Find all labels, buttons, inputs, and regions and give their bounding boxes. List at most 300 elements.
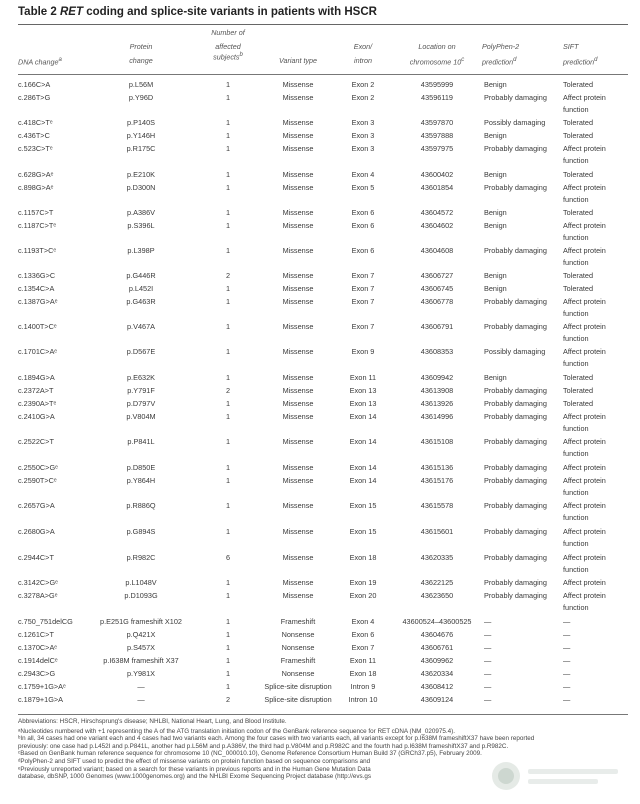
- cell-affected-subjects: 1: [225, 476, 231, 485]
- cell-sift-continued: function: [563, 449, 589, 458]
- cell-protein-change: —: [137, 695, 145, 704]
- table-row: [18, 208, 628, 221]
- cell-affected-subjects: 1: [225, 501, 231, 510]
- cell-dna-change: c.418C>Tᵉ: [18, 118, 53, 127]
- footnote-e-continued: database, dbSNP, 1000 Genomes (www.1000genomes.org) and the NHLBI Exome Sequencing Project database (http://evs.gs: [18, 773, 372, 781]
- cell-variant-type: Missense: [282, 93, 314, 102]
- cell-protein-change: p.L452I: [128, 284, 154, 293]
- cell-exon-intron: Exon 9: [351, 347, 375, 356]
- header-variant-type: Variant type: [278, 56, 318, 65]
- cell-affected-subjects: 1: [225, 170, 231, 179]
- table-gene: RET: [59, 6, 83, 18]
- cell-protein-change: p.Y864H: [126, 476, 156, 485]
- cell-sift: —: [563, 682, 571, 691]
- cell-dna-change: c.1354C>A: [18, 284, 55, 293]
- cell-location: 43601854: [420, 183, 454, 192]
- cell-location: 43606761: [420, 643, 454, 652]
- cell-dna-change: c.3142C>Gᵉ: [18, 578, 58, 587]
- cell-polyphen: Benign: [484, 170, 507, 179]
- cell-location: 43613908: [420, 386, 454, 395]
- footnote-e: ᵉPreviously unreported variant; based on a search for these variants in previous reports and in the Human Gene Mutation Data: [18, 765, 371, 773]
- cell-affected-subjects: 1: [225, 591, 231, 600]
- table-row: [18, 246, 628, 267]
- cell-location: 43609124: [420, 695, 454, 704]
- cell-location: 43597870: [420, 118, 454, 127]
- cell-protein-change: p.D797V: [126, 399, 156, 408]
- cell-protein-change: p.Y146H: [126, 131, 156, 140]
- cell-dna-change: c.750_751delCG: [18, 617, 73, 626]
- cell-sift: —: [563, 656, 571, 665]
- table-row: [18, 284, 628, 297]
- cell-sift: Tolerated: [563, 386, 594, 395]
- footnote-b: ᵇIn all, 34 cases had one variant each and 4 cases had two variants each. Among the four cases with two variants each, all variants except for p.I638M frameshiftX37 have been reported: [18, 735, 535, 743]
- cell-variant-type: Missense: [282, 373, 314, 382]
- cell-protein-change: p.A386V: [127, 208, 155, 217]
- cell-protein-change: p.P841L: [127, 437, 155, 446]
- cell-sift: Affect protein: [563, 553, 606, 562]
- cell-sift: Tolerated: [563, 271, 594, 280]
- cell-sift-continued: function: [563, 565, 589, 574]
- cell-sift: Affect protein: [563, 412, 606, 421]
- cell-sift: Affect protein: [563, 144, 606, 153]
- cell-polyphen: —: [484, 682, 492, 691]
- cell-affected-subjects: 1: [225, 630, 231, 639]
- cell-affected-subjects: 1: [225, 463, 231, 472]
- cell-exon-intron: Exon 3: [351, 144, 375, 153]
- cell-variant-type: Nonsense: [281, 643, 315, 652]
- cell-exon-intron: Exon 14: [349, 463, 377, 472]
- cell-exon-intron: Exon 14: [349, 412, 377, 421]
- cell-protein-change: p.R175C: [126, 144, 156, 153]
- table-row: [18, 297, 628, 318]
- cell-sift-continued: function: [563, 258, 589, 267]
- table-row: [18, 527, 628, 548]
- cell-sift-continued: function: [563, 539, 589, 548]
- table-row: [18, 476, 628, 497]
- cell-polyphen: —: [484, 617, 492, 626]
- cell-location: 43615578: [420, 501, 454, 510]
- cell-location: 43609942: [420, 373, 454, 382]
- cell-affected-subjects: 2: [225, 271, 231, 280]
- cell-protein-change: p.L398P: [127, 246, 155, 255]
- table-row: [18, 643, 628, 656]
- cell-protein-change: p.P140S: [127, 118, 155, 127]
- cell-polyphen: Probably damaging: [484, 246, 547, 255]
- cell-polyphen: —: [484, 695, 492, 704]
- cell-variant-type: Missense: [282, 208, 314, 217]
- table-row: [18, 553, 628, 574]
- cell-variant-type: Missense: [282, 412, 314, 421]
- cell-polyphen: Benign: [484, 373, 507, 382]
- cell-protein-change: p.G894S: [126, 527, 156, 536]
- header-exon-intron: Exon/ intron: [353, 42, 373, 65]
- cell-variant-type: Missense: [282, 297, 314, 306]
- cell-location: 43615176: [420, 476, 454, 485]
- cell-location: 43615108: [420, 437, 454, 446]
- table-row: [18, 617, 628, 630]
- cell-exon-intron: Exon 11: [349, 656, 377, 665]
- cell-protein-change: p.G463R: [126, 297, 156, 306]
- cell-dna-change: c.2550C>Gᵉ: [18, 463, 58, 472]
- cell-sift-continued: function: [563, 156, 589, 165]
- cell-protein-change: p.D1093G: [124, 591, 158, 600]
- cell-dna-change: c.2522C>T: [18, 437, 54, 446]
- cell-affected-subjects: 1: [225, 437, 231, 446]
- cell-polyphen: Probably damaging: [484, 437, 547, 446]
- cell-sift: Affect protein: [563, 246, 606, 255]
- cell-affected-subjects: 1: [225, 656, 231, 665]
- cell-exon-intron: Exon 4: [351, 170, 375, 179]
- cell-sift: Affect protein: [563, 476, 606, 485]
- cell-exon-intron: Exon 2: [351, 80, 375, 89]
- cell-location: 43604676: [420, 630, 454, 639]
- cell-location: 43604602: [420, 221, 454, 230]
- cell-polyphen: Probably damaging: [484, 386, 547, 395]
- cell-exon-intron: Exon 14: [349, 437, 377, 446]
- cell-location: 43620335: [420, 553, 454, 562]
- cell-sift: Tolerated: [563, 131, 594, 140]
- cell-variant-type: Splice-site disruption: [264, 682, 332, 691]
- cell-sift-continued: function: [563, 105, 589, 114]
- cell-affected-subjects: 1: [225, 643, 231, 652]
- cell-affected-subjects: 6: [225, 553, 231, 562]
- table-row: [18, 669, 628, 682]
- cell-variant-type: Missense: [282, 463, 314, 472]
- cell-variant-type: Missense: [282, 80, 314, 89]
- cell-sift: Affect protein: [563, 437, 606, 446]
- cell-polyphen: Benign: [484, 208, 507, 217]
- cell-affected-subjects: 2: [225, 386, 231, 395]
- cell-sift: —: [563, 643, 571, 652]
- cell-protein-change: p.G446R: [126, 271, 156, 280]
- cell-protein-change: p.Y981X: [127, 669, 155, 678]
- cell-affected-subjects: 1: [225, 617, 231, 626]
- cell-polyphen: Probably damaging: [484, 553, 547, 562]
- cell-affected-subjects: 1: [225, 183, 231, 192]
- cell-sift-continued: function: [563, 488, 589, 497]
- cell-affected-subjects: 1: [225, 284, 231, 293]
- bottom-rule: [18, 714, 628, 715]
- cell-affected-subjects: 1: [225, 131, 231, 140]
- cell-dna-change: c.1879+1G>A: [18, 695, 64, 704]
- cell-sift: Affect protein: [563, 347, 606, 356]
- cell-exon-intron: Exon 20: [349, 591, 377, 600]
- table-row: [18, 695, 628, 708]
- cell-location: 43595999: [420, 80, 454, 89]
- cell-variant-type: Missense: [282, 399, 314, 408]
- cell-exon-intron: Exon 7: [351, 643, 375, 652]
- cell-polyphen: —: [484, 643, 492, 652]
- cell-polyphen: Probably damaging: [484, 463, 547, 472]
- cell-location: 43600524–43600525: [402, 617, 472, 626]
- cell-sift: Affect protein: [563, 297, 606, 306]
- cell-dna-change: c.628G>Aᵉ: [18, 170, 54, 179]
- cell-sift-continued: function: [563, 424, 589, 433]
- cell-protein-change: p.S396L: [127, 221, 155, 230]
- table-row: [18, 322, 628, 343]
- cell-exon-intron: Exon 6: [351, 208, 375, 217]
- cell-variant-type: Missense: [282, 271, 314, 280]
- table-row: [18, 656, 628, 669]
- cell-sift-continued: function: [563, 359, 589, 368]
- cell-affected-subjects: 1: [225, 347, 231, 356]
- cell-protein-change: p.Y96D: [128, 93, 154, 102]
- cell-protein-change: p.L56M: [128, 80, 154, 89]
- cell-affected-subjects: 1: [225, 527, 231, 536]
- cell-location: 43597888: [420, 131, 454, 140]
- cell-protein-change: p.D300N: [126, 183, 156, 192]
- cell-polyphen: Probably damaging: [484, 527, 547, 536]
- table-row: [18, 399, 628, 412]
- table-row: [18, 630, 628, 643]
- cell-dna-change: c.1370C>Aᵉ: [18, 643, 58, 652]
- cell-polyphen: Probably damaging: [484, 501, 547, 510]
- cell-variant-type: Missense: [282, 476, 314, 485]
- cell-location: 43606778: [420, 297, 454, 306]
- cell-variant-type: Frameshift: [280, 656, 316, 665]
- cell-sift: —: [563, 617, 571, 626]
- cell-sift: Affect protein: [563, 527, 606, 536]
- cell-polyphen: —: [484, 656, 492, 665]
- cell-exon-intron: Intron 10: [348, 695, 378, 704]
- table-row: [18, 412, 628, 433]
- cell-affected-subjects: 1: [225, 246, 231, 255]
- cell-protein-change: p.Y791F: [127, 386, 155, 395]
- cell-exon-intron: Exon 7: [351, 271, 375, 280]
- cell-exon-intron: Intron 9: [350, 682, 376, 691]
- header-polyphen: PolyPhen-2 prediction$^d$: [482, 42, 520, 67]
- cell-polyphen: Probably damaging: [484, 399, 547, 408]
- cell-exon-intron: Exon 3: [351, 118, 375, 127]
- cell-variant-type: Missense: [282, 284, 314, 293]
- cell-sift-continued: function: [563, 195, 589, 204]
- cell-protein-change: p.V804M: [126, 412, 156, 421]
- cell-sift: Tolerated: [563, 118, 594, 127]
- cell-dna-change: c.286T>G: [18, 93, 51, 102]
- cell-sift: Affect protein: [563, 221, 606, 230]
- cell-protein-change: p.D567E: [126, 347, 156, 356]
- cell-exon-intron: Exon 6: [351, 221, 375, 230]
- header-dna-change: DNA change$^a$: [18, 57, 62, 67]
- cell-location: 43614996: [420, 412, 454, 421]
- cell-exon-intron: Exon 7: [351, 322, 375, 331]
- footnote-d: ᵈPolyPhen-2 and SIFT used to predict the effect of missense variants on protein function based on sequence comparisons and: [18, 757, 371, 765]
- table-row: [18, 463, 628, 476]
- table-row: [18, 170, 628, 183]
- table-row: [18, 347, 628, 368]
- cell-dna-change: c.1157C>T: [18, 208, 54, 217]
- table-row: [18, 373, 628, 386]
- cell-dna-change: c.166C>A: [18, 80, 51, 89]
- cell-sift: Tolerated: [563, 399, 594, 408]
- cell-exon-intron: Exon 6: [351, 246, 375, 255]
- cell-dna-change: c.2590T>Cᵉ: [18, 476, 57, 485]
- cell-sift: Tolerated: [563, 208, 594, 217]
- cell-protein-change: p.S457X: [127, 643, 155, 652]
- cell-sift: Tolerated: [563, 373, 594, 382]
- cell-location: 43609962: [420, 656, 454, 665]
- cell-dna-change: c.2943C>G: [18, 669, 56, 678]
- cell-location: 43604608: [420, 246, 454, 255]
- cell-variant-type: Nonsense: [281, 669, 315, 678]
- cell-sift: Affect protein: [563, 463, 606, 472]
- cell-variant-type: Missense: [282, 183, 314, 192]
- cell-protein-change: —: [137, 682, 145, 691]
- top-rule: [18, 24, 628, 25]
- cell-variant-type: Missense: [282, 591, 314, 600]
- cell-affected-subjects: 2: [225, 695, 231, 704]
- cell-exon-intron: Exon 2: [351, 93, 375, 102]
- table-row: [18, 437, 628, 458]
- cell-polyphen: Probably damaging: [484, 322, 547, 331]
- cell-location: 43606745: [420, 284, 454, 293]
- cell-variant-type: Missense: [282, 553, 314, 562]
- cell-variant-type: Frameshift: [280, 617, 316, 626]
- cell-dna-change: c.898G>Aᵉ: [18, 183, 54, 192]
- cell-sift: Affect protein: [563, 322, 606, 331]
- cell-dna-change: c.1193T>Cᵉ: [18, 246, 57, 255]
- cell-affected-subjects: 1: [225, 221, 231, 230]
- cell-exon-intron: Exon 7: [351, 297, 375, 306]
- table-row: [18, 118, 628, 131]
- cell-exon-intron: Exon 7: [351, 284, 375, 293]
- cell-dna-change: c.1759+1G>Aᵉ: [18, 682, 66, 691]
- header-affected-subjects: Number of affected subjects$^b$: [211, 28, 245, 62]
- cell-sift: Affect protein: [563, 93, 606, 102]
- cell-polyphen: —: [484, 669, 492, 678]
- cell-dna-change: c.1914delCᵉ: [18, 656, 58, 665]
- cell-sift: Tolerated: [563, 170, 594, 179]
- cell-exon-intron: Exon 4: [351, 617, 375, 626]
- cell-polyphen: Probably damaging: [484, 412, 547, 421]
- header-sift: SIFT prediction$^d$: [563, 42, 598, 67]
- cell-polyphen: Probably damaging: [484, 144, 547, 153]
- cell-sift-continued: function: [563, 309, 589, 318]
- cell-protein-change: p.E251G frameshift X102: [100, 617, 182, 626]
- header-protein-change: Protein change: [129, 42, 153, 65]
- cell-affected-subjects: 1: [225, 208, 231, 217]
- cell-location: 43606727: [420, 271, 454, 280]
- cell-protein-change: p.I638M frameshift X37: [103, 656, 179, 665]
- cell-dna-change: c.1387G>Aᵉ: [18, 297, 58, 306]
- cell-exon-intron: Exon 14: [349, 476, 377, 485]
- cell-exon-intron: Exon 18: [349, 553, 377, 562]
- table-row: [18, 271, 628, 284]
- cell-dna-change: c.2372A>T: [18, 386, 54, 395]
- table-row: [18, 501, 628, 522]
- table-label: Table 2: [18, 6, 57, 18]
- cell-protein-change: p.E632K: [127, 373, 155, 382]
- cell-protein-change: p.V467A: [127, 322, 155, 331]
- cell-location: 43620334: [420, 669, 454, 678]
- cell-sift: Tolerated: [563, 80, 594, 89]
- cell-location: 43604572: [420, 208, 454, 217]
- table-title: [18, 6, 628, 18]
- cell-dna-change: c.2410G>A: [18, 412, 55, 421]
- table-row: [18, 80, 628, 93]
- cell-sift-continued: function: [563, 603, 589, 612]
- cell-sift-continued: function: [563, 513, 589, 522]
- cell-affected-subjects: 1: [225, 322, 231, 331]
- table-row: [18, 183, 628, 204]
- cell-polyphen: Probably damaging: [484, 476, 547, 485]
- cell-variant-type: Missense: [282, 118, 314, 127]
- cell-dna-change: c.1400T>Cᵉ: [18, 322, 57, 331]
- cell-affected-subjects: 1: [225, 93, 231, 102]
- footnote-b-continued: previously: one case had p.L452I and p.P841L, another had p.L56M and p.A386V, the third had p.V804M and p.R982C and the fourth had p.I638M frameshiftX37 and p.R982C.: [18, 742, 509, 750]
- cell-variant-type: Missense: [282, 221, 314, 230]
- header-location: Location on chromosome 10$^c$: [409, 42, 465, 67]
- cell-dna-change: c.2944C>T: [18, 553, 54, 562]
- cell-polyphen: Benign: [484, 80, 507, 89]
- cell-dna-change: c.1701C>Aᵉ: [18, 347, 58, 356]
- cell-location: 43608412: [420, 682, 454, 691]
- cell-affected-subjects: 1: [225, 399, 231, 408]
- cell-dna-change: c.1894G>A: [18, 373, 55, 382]
- cell-polyphen: Possibly damaging: [484, 118, 546, 127]
- cell-dna-change: c.2390A>Tᵉ: [18, 399, 57, 408]
- cell-sift: Tolerated: [563, 284, 594, 293]
- cell-exon-intron: Exon 15: [349, 527, 377, 536]
- cell-exon-intron: Exon 5: [351, 183, 375, 192]
- cell-variant-type: Missense: [282, 386, 314, 395]
- table-row: [18, 93, 628, 114]
- cell-affected-subjects: 1: [225, 373, 231, 382]
- cell-location: 43597975: [420, 144, 454, 153]
- cell-sift-continued: function: [563, 233, 589, 242]
- cell-location: 43608353: [420, 347, 454, 356]
- table-row: [18, 386, 628, 399]
- cell-variant-type: Missense: [282, 578, 314, 587]
- cell-variant-type: Splice-site disruption: [264, 695, 332, 704]
- table-title-rest: coding and splice-site variants in patients with HSCR: [86, 6, 377, 18]
- cell-variant-type: Missense: [282, 322, 314, 331]
- footnote-a: ᵃNucleotides numbered with +1 representing the A of the ATG translation initiation codon of the GenBank reference sequence for RET cDNA (NM_020975.4).: [18, 727, 456, 735]
- table-row: [18, 682, 628, 695]
- cell-affected-subjects: 1: [225, 412, 231, 421]
- table-row: [18, 578, 628, 591]
- cell-polyphen: Benign: [484, 271, 507, 280]
- cell-exon-intron: Exon 11: [349, 373, 377, 382]
- cell-exon-intron: Exon 3: [351, 131, 375, 140]
- cell-sift: Affect protein: [563, 578, 606, 587]
- cell-sift: Affect protein: [563, 591, 606, 600]
- cell-polyphen: Probably damaging: [484, 578, 547, 587]
- cell-polyphen: Probably damaging: [484, 591, 547, 600]
- cell-variant-type: Nonsense: [281, 630, 315, 639]
- cell-location: 43615601: [420, 527, 454, 536]
- cell-exon-intron: Exon 19: [349, 578, 377, 587]
- table-row: [18, 221, 628, 242]
- cell-variant-type: Missense: [282, 437, 314, 446]
- cell-dna-change: c.2680G>A: [18, 527, 55, 536]
- cell-sift: Affect protein: [563, 501, 606, 510]
- cell-polyphen: Probably damaging: [484, 297, 547, 306]
- cell-affected-subjects: 1: [225, 682, 231, 691]
- cell-variant-type: Missense: [282, 527, 314, 536]
- table-header: [18, 28, 628, 72]
- cell-polyphen: Benign: [484, 131, 507, 140]
- footnote-abbreviations: Abbreviations: HSCR, Hirschsprung's disease; NHLBI, National Heart, Lung, and Blood Institute.: [18, 718, 287, 725]
- cell-protein-change: p.Q421X: [126, 630, 156, 639]
- cell-affected-subjects: 1: [225, 297, 231, 306]
- cell-protein-change: p.R886Q: [126, 501, 156, 510]
- cell-variant-type: Missense: [282, 246, 314, 255]
- cell-protein-change: p.E210K: [127, 170, 155, 179]
- cell-exon-intron: Exon 13: [349, 399, 377, 408]
- cell-dna-change: c.2657G>A: [18, 501, 55, 510]
- cell-dna-change: c.436T>C: [18, 131, 50, 140]
